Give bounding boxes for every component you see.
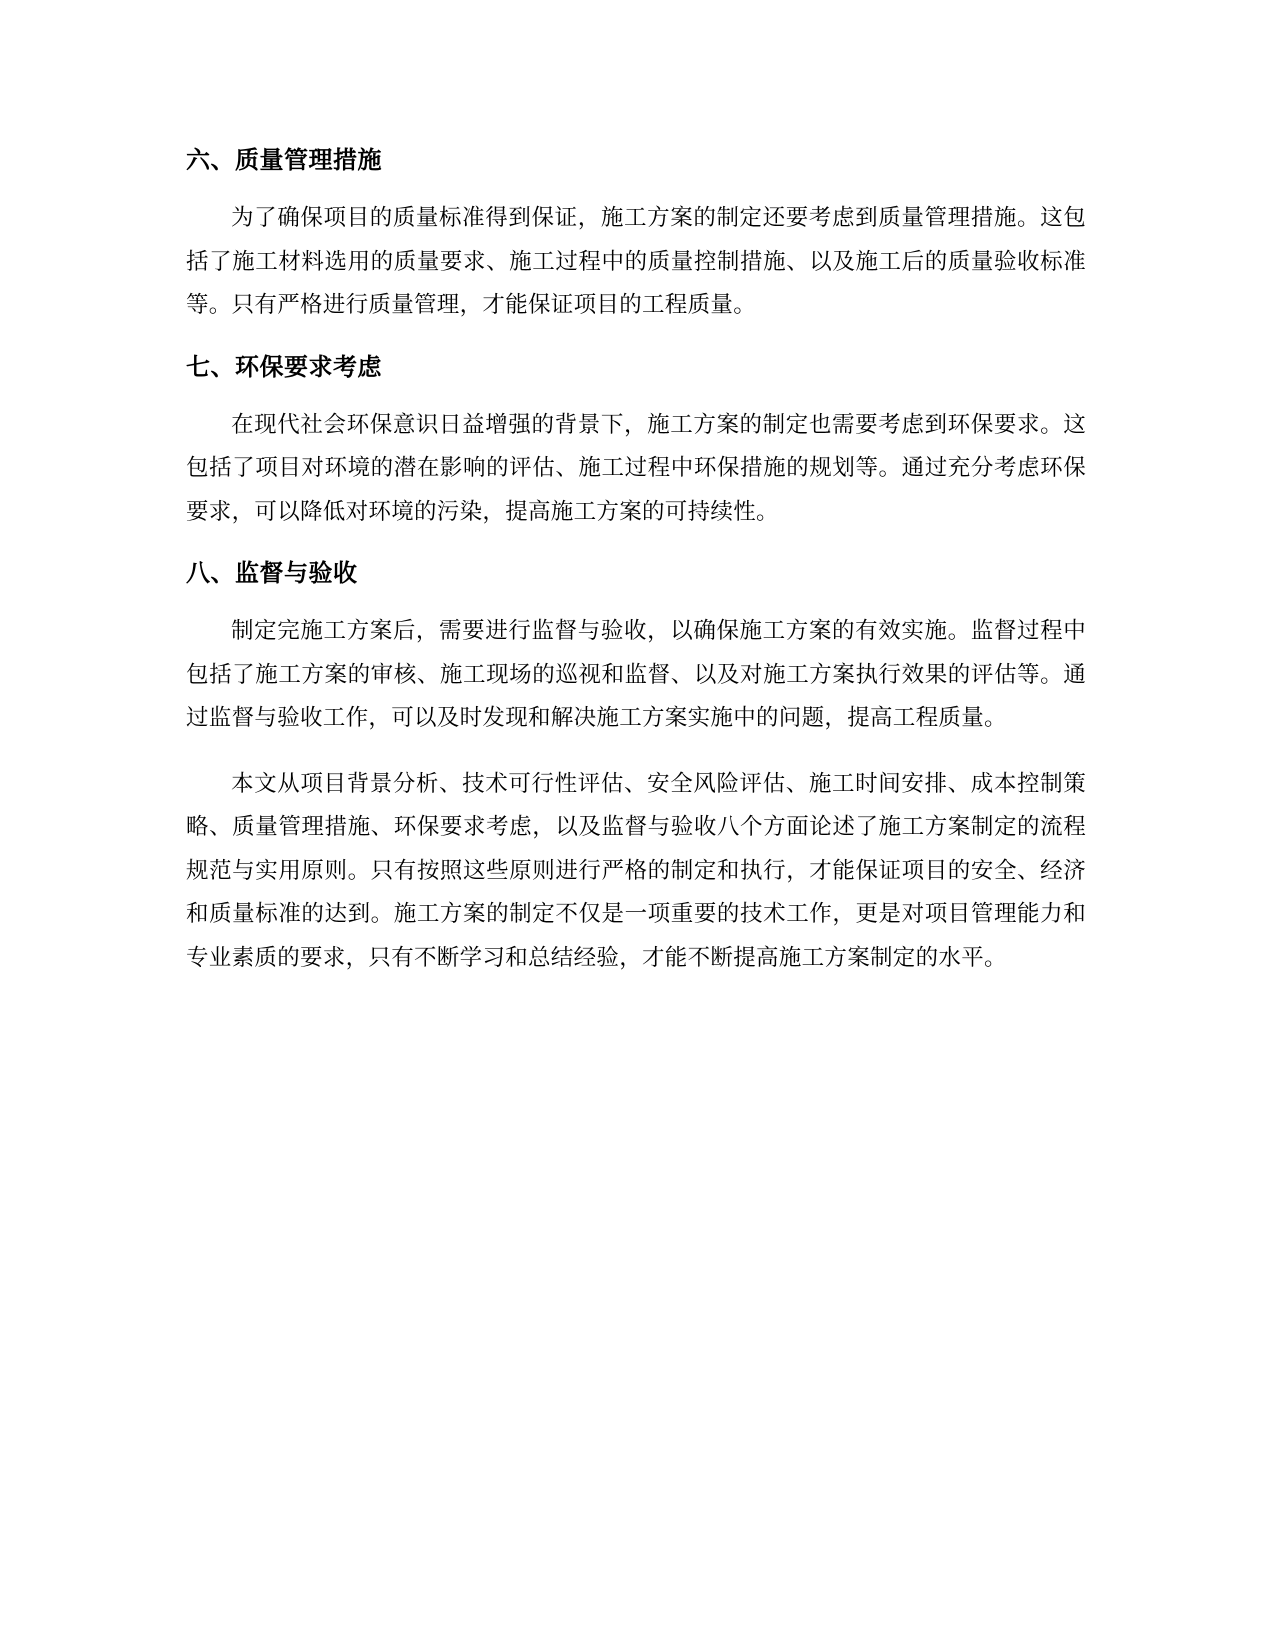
document-content — [186, 143, 1086, 1002]
section-heading-environment: 七、环保要求考虑 — [186, 352, 382, 381]
section-heading-supervision: 八、监督与验收 — [186, 559, 358, 587]
conclusion-paragraph: 本文从项目背景分析、技术可行性评估、安全风险评估、施工时间安排、成本控制策略、质量管理措施、环保要求考虑，以及监督与验收八个方面论述了施工方案制定的流程规范与实用原则。只有按照这些原则进行严格的制定和执行，才能保证项目的安全、经济和质量标准的达到。施工方案的制定不仅是一项重要的技术工作，更是对项目管理能力和专业素质的要求，只有不断学习和总结经验，才能不断提高施工方案制定的水平。 — [186, 770, 1086, 971]
section-body-supervision: 制定完施工方案后，需要进行监督与验收，以确保施工方案的有效实施。监督过程中包括了施工方案的审核、施工现场的巡视和监督、以及对施工方案执行效果的评估等。通过监督与验收工作，可以及时发现和解决施工方案实施中的问题，提高工程质量。 — [186, 618, 1086, 731]
section-heading-quality: 六、质量管理措施 — [186, 146, 382, 174]
section-body-environment: 在现代社会环保意识日益增强的背景下，施工方案的制定也需要考虑到环保要求。这包括了项目对环境的潜在影响的评估、施工过程中环保措施的规划等。通过充分考虑环保要求，可以降低对环境的污染，提高施工方案的可持续性。 — [186, 411, 1086, 525]
section-body-quality: 为了确保项目的质量标准得到保证，施工方案的制定还要考虑到质量管理措施。这包括了施工材料选用的质量要求、施工过程中的质量控制措施、以及施工后的质量验收标准等。只有严格进行质量管理，才能保证项目的工程质量。 — [186, 205, 1086, 318]
